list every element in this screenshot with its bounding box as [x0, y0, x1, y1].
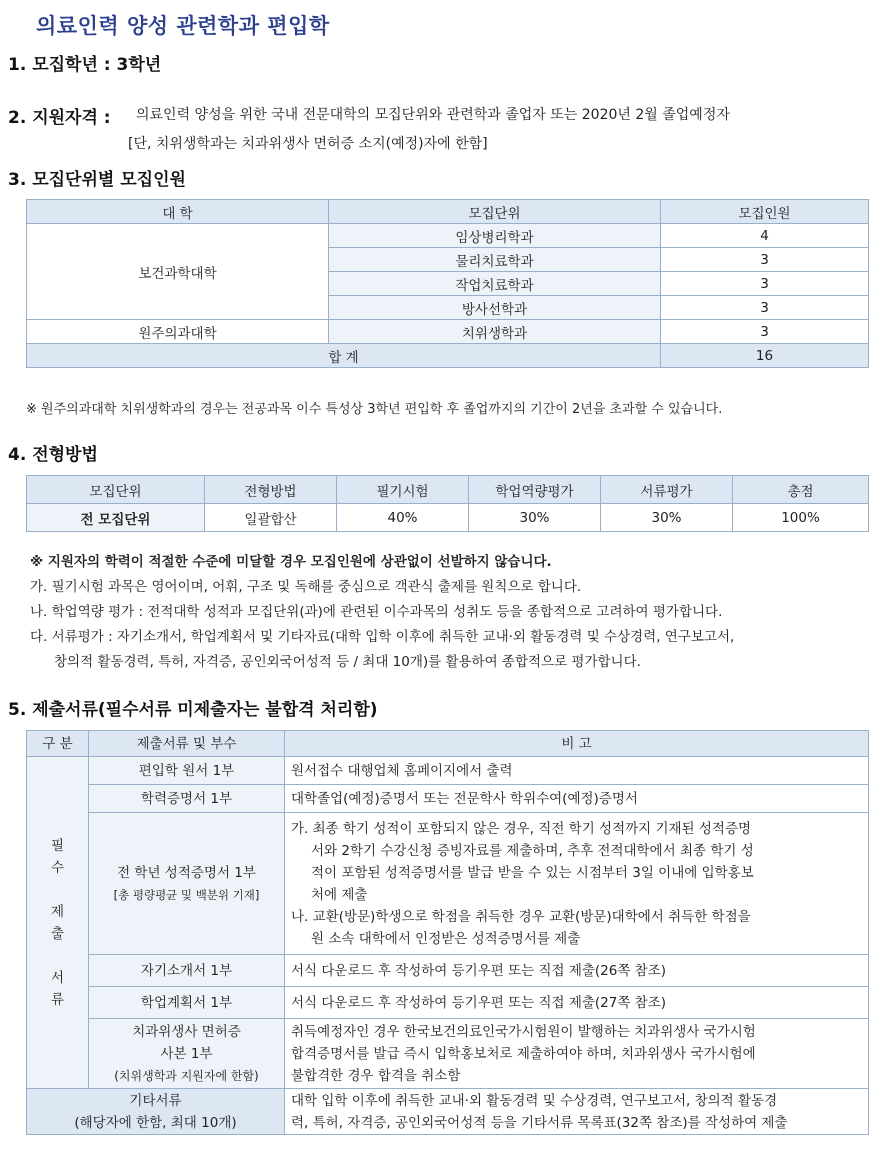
- college-cell: 원주의과대학: [27, 320, 329, 344]
- header-written: 필기시험: [337, 476, 469, 504]
- doc-study-plan: 학업계획서 1부: [89, 987, 285, 1019]
- header-total: 총점: [733, 476, 869, 504]
- header-count: 모집인원: [661, 200, 869, 224]
- remark-license: [285, 1019, 869, 1089]
- note-da-1: 다. 서류평가 : 자기소개서, 학업계획서 및 기타자료(대학 입학 이후에 취득한 교내·외 활동경력 및 수상경력, 연구보고서,: [30, 629, 735, 645]
- remark-line: 가. 최종 학기 성적이 포함되지 않은 경우, 직전 학기 성적까지 기재된 성적증명: [291, 820, 752, 837]
- note-da-2: 창의적 활동경력, 특허, 자격증, 공인외국어성적 등 / 최대 10개)를 활용하여 종합적으로 평가합니다.: [54, 654, 641, 670]
- remark-other: [285, 1089, 869, 1135]
- qualification-note: [단, 치위생학과는 치과위생사 면허증 소지(예정)자에 한함]: [128, 136, 488, 152]
- method-cell: 일괄합산: [205, 504, 337, 532]
- unit-cell: 임상병리학과: [329, 224, 661, 248]
- category-char: 수: [50, 859, 65, 876]
- document-cell: 30%: [601, 504, 733, 532]
- doc-license-label: 치과위생사 면허증: [132, 1023, 241, 1040]
- unit-cell: 물리치료학과: [329, 248, 661, 272]
- count-cell: 4: [661, 224, 869, 248]
- college-cell: 보건과학대학: [27, 224, 329, 320]
- total-cell: 100%: [733, 504, 869, 532]
- category-required: [27, 757, 89, 1089]
- remark-study-plan: 서식 다운로드 후 작성하여 등기우편 또는 직접 제출(27쪽 참조): [285, 987, 869, 1019]
- qualification-text: 의료인력 양성을 위한 국내 전문대학의 모집단위와 관련학과 졸업자 또는 2020년 2월 졸업예정자: [136, 107, 730, 123]
- remark-line: 적이 포함된 성적증명서를 발급 받을 수 있는 시점부터 3일 이내에 입학홍보: [311, 864, 754, 881]
- recruitment-note: ※ 원주의과대학 치위생학과의 경우는 전공과목 이수 특성상 3학년 편입학 후 졸업까지의 기간이 2년을 초과할 수 있습니다.: [26, 402, 723, 417]
- doc-license-count: 사본 1부: [160, 1045, 213, 1062]
- header-document: 서류평가: [601, 476, 733, 504]
- remark-line: 합격증명서를 발급 즉시 입학홍보처로 제출하여야 하며, 치과위생사 국가시험에: [291, 1045, 756, 1062]
- recruitment-table: [26, 199, 869, 368]
- header-unit: 모집단위: [27, 476, 205, 504]
- category-char: 출: [50, 925, 65, 942]
- section-1-heading: 1. 모집학년 : 3학년: [8, 55, 162, 75]
- section-3-heading: 3. 모집단위별 모집인원: [8, 170, 186, 190]
- header-college: 대 학: [27, 200, 329, 224]
- doc-license-sub: (치위생학과 지원자에 한함): [114, 1068, 259, 1083]
- remark-line: 서와 2학기 수강신청 증빙자료를 제출하며, 추후 전적대학에서 최종 학기 성: [311, 842, 754, 859]
- header-remarks: 비 고: [285, 731, 869, 757]
- remark-line: 력, 특허, 자격증, 공인외국어성적 등을 기타서류 목록표(32쪽 참조)를 작성하여 제출: [291, 1114, 788, 1131]
- remark-line: 취득예정자인 경우 한국보건의료인국가시험원이 발행하는 치과위생사 국가시험: [291, 1023, 756, 1040]
- category-char: 필: [50, 837, 65, 854]
- written-cell: 40%: [337, 504, 469, 532]
- remark-application: 원서접수 대행업체 홈페이지에서 출력: [285, 757, 869, 785]
- doc-transcript: [89, 813, 285, 955]
- remark-line: 처에 제출: [311, 886, 368, 903]
- section-2-heading: 2. 지원자격 :: [8, 108, 111, 128]
- doc-degree: 학력증명서 1부: [89, 785, 285, 813]
- remark-line: 나. 교환(방문)학생으로 학점을 취득한 경우 교환(방문)대학에서 취득한 학점을: [291, 908, 751, 925]
- selection-warning: ※ 지원자의 학력이 적절한 수준에 미달할 경우 모집인원에 상관없이 선발하지 않습니다.: [30, 554, 552, 570]
- category-char: 류: [50, 991, 65, 1008]
- doc-transcript-label: 전 학년 성적증명서 1부: [117, 864, 256, 881]
- documents-table: [26, 730, 869, 1135]
- unit-cell: 작업치료학과: [329, 272, 661, 296]
- doc-license: [89, 1019, 285, 1089]
- header-academic: 학업역량평가: [469, 476, 601, 504]
- count-cell: 3: [661, 272, 869, 296]
- doc-self-intro: 자기소개서 1부: [89, 955, 285, 987]
- total-count: 16: [661, 344, 869, 368]
- unit-cell: 치위생학과: [329, 320, 661, 344]
- category-char: 제: [50, 903, 65, 920]
- section-5-heading: 5. 제출서류(필수서류 미제출자는 불합격 처리함): [8, 700, 378, 720]
- remark-self-intro: 서식 다운로드 후 작성하여 등기우편 또는 직접 제출(26쪽 참조): [285, 955, 869, 987]
- doc-transcript-sub: [총 평량평균 및 백분위 기재]: [113, 887, 260, 902]
- count-cell: 3: [661, 248, 869, 272]
- header-docs: 제출서류 및 부수: [89, 731, 285, 757]
- header-method: 전형방법: [205, 476, 337, 504]
- doc-other-label: 기타서류: [129, 1092, 182, 1109]
- doc-other-sub: (해당자에 한함, 최대 10개): [74, 1114, 237, 1131]
- header-category: 구 분: [27, 731, 89, 757]
- section-4-heading: 4. 전형방법: [8, 445, 98, 465]
- note-na: 나. 학업역량 평가 : 전적대학 성적과 모집단위(과)에 관련된 이수과목의 성취도 등을 종합적으로 고려하여 평가합니다.: [30, 604, 723, 620]
- header-unit: 모집단위: [329, 200, 661, 224]
- remark-degree: 대학졸업(예정)증명서 또는 전문학사 학위수여(예정)증명서: [285, 785, 869, 813]
- note-ga: 가. 필기시험 과목은 영어이며, 어휘, 구조 및 독해를 중심으로 객관식 출제를 원칙으로 합니다.: [30, 579, 582, 595]
- remark-transcript: [285, 813, 869, 955]
- unit-cell: 전 모집단위: [27, 504, 205, 532]
- remark-line: 불합격한 경우 합격을 취소함: [291, 1067, 461, 1084]
- remark-line: 원 소속 대학에서 인정받은 성적증명서를 제출: [311, 930, 581, 947]
- doc-application: 편입학 원서 1부: [89, 757, 285, 785]
- total-label: 합 계: [27, 344, 661, 368]
- category-char: 서: [50, 969, 65, 986]
- count-cell: 3: [661, 320, 869, 344]
- doc-other: [27, 1089, 285, 1135]
- page-title: 의료인력 양성 관련학과 편입학: [36, 14, 330, 38]
- unit-cell: 방사선학과: [329, 296, 661, 320]
- academic-cell: 30%: [469, 504, 601, 532]
- remark-line: 대학 입학 이후에 취득한 교내·외 활동경력 및 수상경력, 연구보고서, 창의적 활동경: [291, 1092, 778, 1109]
- count-cell: 3: [661, 296, 869, 320]
- selection-method-table: [26, 475, 869, 532]
